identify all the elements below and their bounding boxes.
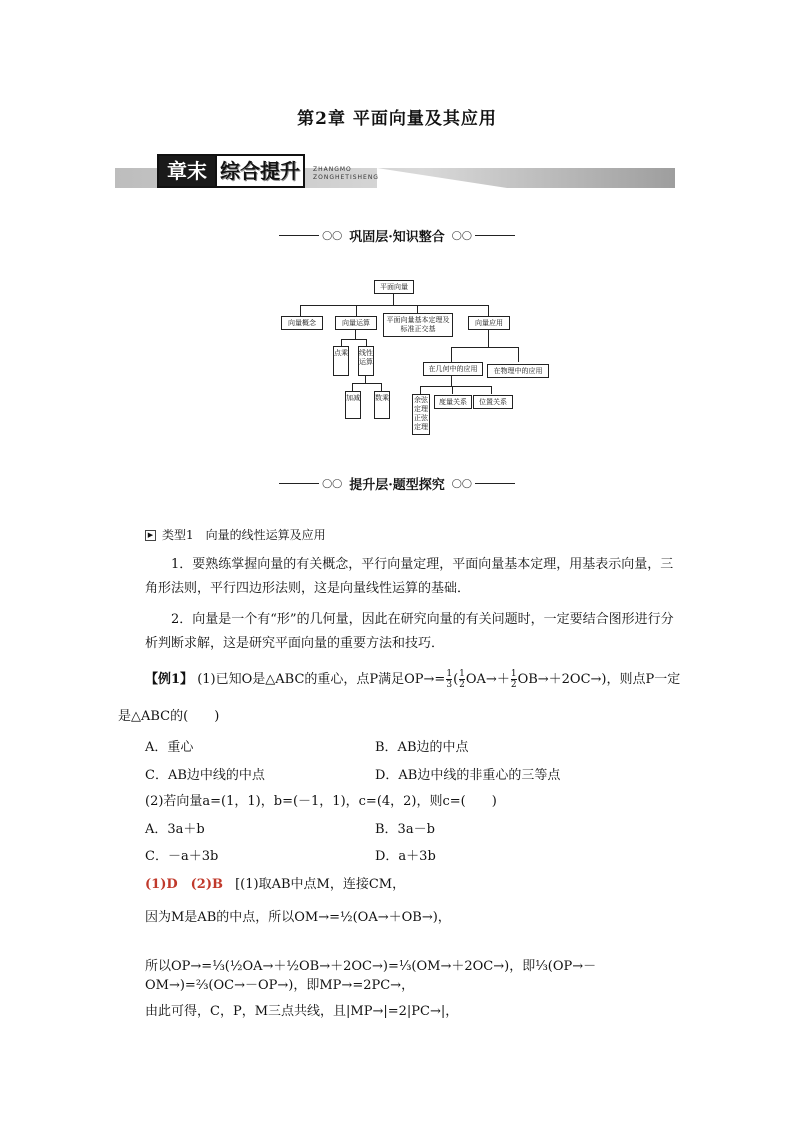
example-label: 【例1】 [145, 672, 194, 687]
tree-laws: 余弦定理正弦定理 [412, 394, 430, 435]
tree-add: 加减 [345, 391, 361, 419]
section-heading-2: ◯◯ 提升层·题型探究 ◯◯ [0, 474, 794, 493]
tree-theorem: 平面向量基本定理及标准正交基 [383, 313, 453, 337]
option-1b: B．AB边的中点 [375, 740, 469, 755]
solution-line-1 [145, 873, 405, 892]
option-2c: C．－a＋3b [145, 849, 219, 864]
banner-pinyin-2: ZONGHETISHENG [313, 174, 379, 181]
example-question-1: 【例1】 (1)已知O是△ABC的重心，点P满足OP→= $\frac{1}{3}$ ( $\frac{1}{2}$ OA→＋ $\frac{1}{2}$ OB→＋2OC→)，则点P一定 [145, 669, 681, 690]
section-heading-1: ◯◯ 巩固层·知识整合 ◯◯ [0, 226, 794, 245]
solution-line-1-text: [(1)取AB中点M，连接CM， [235, 877, 406, 892]
banner-label-2: 综合提升 [215, 154, 305, 188]
tree-geometry: 在几何中的应用 [423, 362, 483, 376]
question-1-cont: 是△ABC的( ) [118, 709, 220, 724]
answer-key: (1)D (2)B [145, 877, 223, 892]
question-1-stem: (1)已知O是△ABC的重心，点P满足OP→= [197, 672, 446, 687]
tree-physics: 在物理中的应用 [487, 364, 549, 378]
tree-app: 向量应用 [468, 316, 510, 330]
tree-dot: 点乘 [333, 346, 349, 376]
tree-linear: 线性运算 [358, 346, 374, 376]
tree-scalar: 数乘 [374, 391, 390, 419]
banner-label-1: 章末 [157, 154, 217, 188]
section-heading-2-text: 提升层·题型探究 [349, 478, 445, 493]
solution-line-2: 因为M是AB的中点，所以OM→=½(OA→＋OB→)， [145, 910, 451, 925]
question-1-tail: ，则点P一定 [606, 672, 681, 687]
option-2d: D．a＋3b [375, 849, 436, 864]
banner-pinyin-1: ZHANGMO [313, 166, 352, 173]
tree-concept: 向量概念 [281, 316, 323, 330]
section-heading-1-text: 巩固层·知识整合 [349, 230, 445, 245]
solution-line-3: 所以OP→=⅓(½OA→＋½OB→＋2OC→)=⅓(OM→＋2OC→)，即⅓(OP→－OM→)=⅔(OC→－OP→)，即MP→=2PC→， [145, 959, 597, 993]
solution-line-4: 由此可得，C，P，M三点共线，且|MP→|=2|PC→|， [145, 1004, 459, 1019]
option-2b: B．3a－b [375, 822, 435, 837]
option-1d: D．AB边中线的非重心的三等点 [375, 768, 561, 783]
paragraph-2: 2．向量是一个有“形”的几何量，因此在研究向量的有关问题时，一定要结合图形进行分析判断求解，这是研究平面向量的重要方法和技巧． [145, 612, 674, 651]
tree-ops: 向量运算 [335, 316, 377, 330]
tree-measure: 度量关系 [434, 395, 472, 409]
tree-root: 平面向量 [374, 280, 414, 294]
type-heading-text: 类型1 向量的线性运算及应用 [162, 528, 326, 542]
option-1a: A．重心 [145, 740, 194, 755]
banner-notch [377, 168, 507, 188]
question-2: (2)若向量a=(1，1)，b=(－1，1)，c=(4，2)，则c=( ) [145, 794, 497, 809]
type-heading [145, 523, 685, 547]
option-1c: C．AB边中线的中点 [145, 768, 265, 783]
banner-pinyin [313, 166, 379, 182]
paragraph-1: 1．要熟练掌握向量的有关概念，平行向量定理，平面向量基本定理，用基表示向量，三角形法则，平行四边形法则，这是向量线性运算的基础． [145, 557, 674, 596]
fraction-one-third: $\frac{1}{3}$ [446, 669, 453, 690]
play-icon: ▶ [145, 530, 156, 541]
chapter-title: 第2章 平面向量及其应用 [297, 109, 497, 129]
chapter-banner [115, 150, 675, 190]
tree-position: 位置关系 [473, 395, 513, 409]
option-2a: A．3a＋b [145, 822, 205, 837]
